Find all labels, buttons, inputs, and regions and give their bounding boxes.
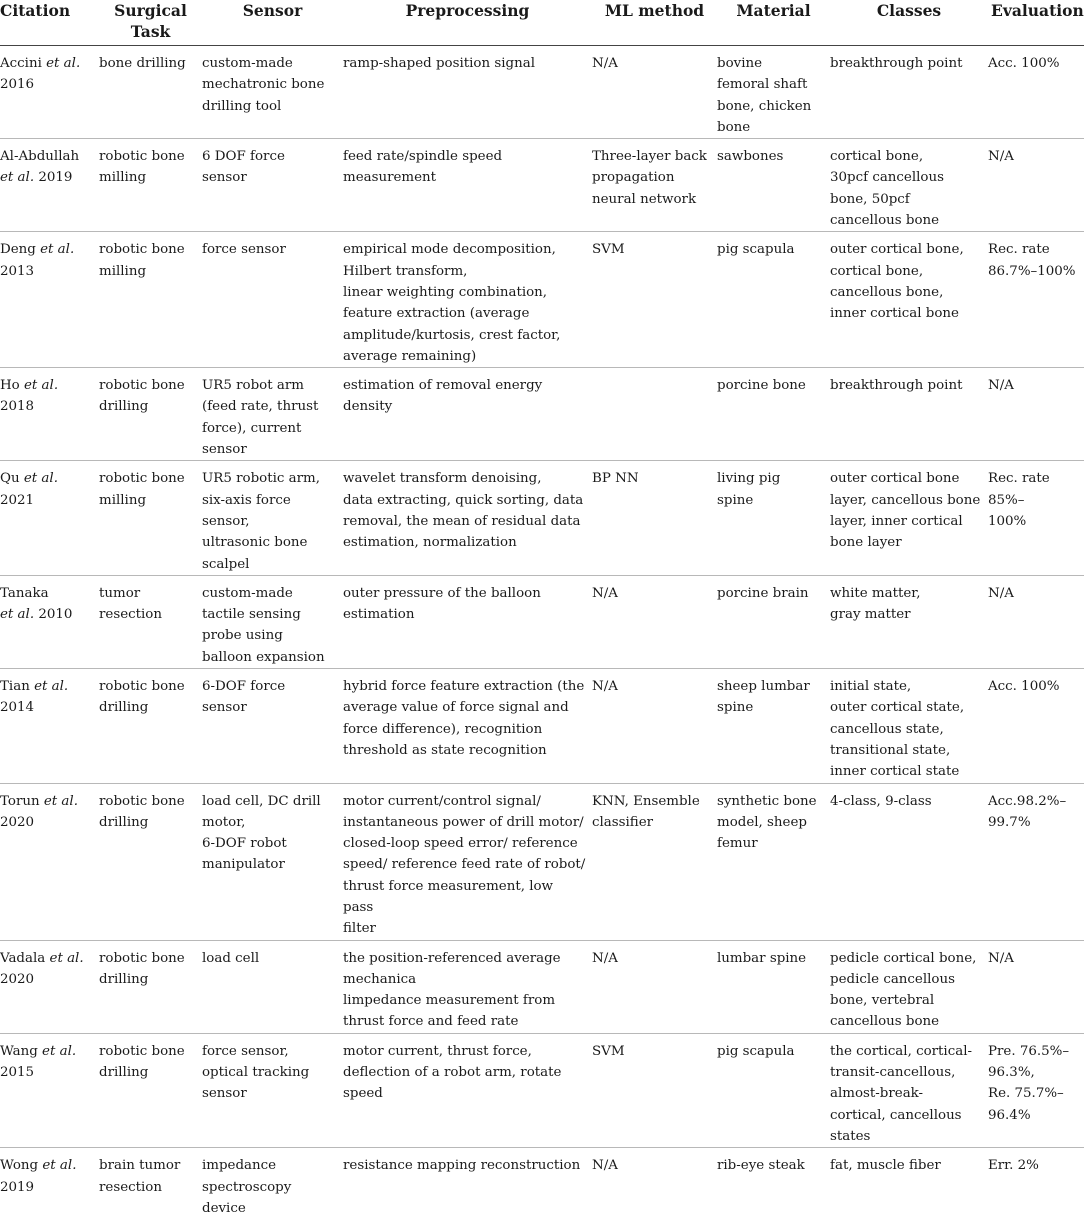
classes-cell: outer cortical bone layer, cancellous bone layer, inner cortical bone layer xyxy=(830,461,988,575)
task-cell: brain tumor resection xyxy=(99,1148,202,1219)
table-row xyxy=(0,940,1084,1033)
evaluation-cell: N/A xyxy=(988,575,1084,668)
citation-year: 2010 xyxy=(34,607,72,622)
table-row xyxy=(0,368,1084,461)
citation-cell xyxy=(0,139,99,232)
classes-cell: outer cortical bone, cortical bone, cancellous bone, inner cortical bone xyxy=(830,232,988,368)
citation-et-al: et al. xyxy=(40,242,74,257)
evaluation-cell: N/A xyxy=(988,368,1084,461)
task-cell: robotic bone drilling xyxy=(99,669,202,783)
table-header xyxy=(0,0,1084,46)
evaluation-cell: Rec. rate 86.7%–100% xyxy=(988,232,1084,368)
citation-year: 2016 xyxy=(0,77,34,92)
preprocessing-cell: outer pressure of the balloon estimation xyxy=(343,575,592,668)
classes-cell: fat, muscle fiber xyxy=(830,1148,988,1219)
citation-cell xyxy=(0,1148,99,1219)
evaluation-cell: Acc. 100% xyxy=(988,46,1084,139)
ml-method-cell: BP NN xyxy=(592,461,717,575)
citation-cell xyxy=(0,461,99,575)
preprocessing-cell: motor current, thrust force, deflection of a robot arm, rotate speed xyxy=(343,1033,592,1147)
preprocessing-cell: hybrid force feature extraction (the average value of force signal and force difference), recognition threshold as state recognition xyxy=(343,669,592,783)
ml-method-cell: N/A xyxy=(592,940,717,1033)
citation-cell xyxy=(0,368,99,461)
classes-cell: white matter, gray matter xyxy=(830,575,988,668)
classes-cell: breakthrough point xyxy=(830,368,988,461)
citation-year: 2015 xyxy=(0,1065,34,1080)
evaluation-cell: N/A xyxy=(988,139,1084,232)
material-cell: porcine bone xyxy=(717,368,830,461)
task-cell: robotic bone milling xyxy=(99,232,202,368)
citation-author: Tian xyxy=(0,679,34,694)
task-cell: robotic bone milling xyxy=(99,461,202,575)
sensor-cell: force sensor xyxy=(202,232,343,368)
task-cell: robotic bone drilling xyxy=(99,368,202,461)
citation-et-al: et al. xyxy=(0,170,34,185)
material-cell: bovine femoral shaft bone, chicken bone xyxy=(717,46,830,139)
material-cell: porcine brain xyxy=(717,575,830,668)
ml-method-cell xyxy=(592,368,717,461)
table-row xyxy=(0,669,1084,783)
citation-year: 2019 xyxy=(34,170,72,185)
table-row xyxy=(0,1033,1084,1147)
citation-year: 2013 xyxy=(0,264,34,279)
citation-et-al: et al. xyxy=(42,1158,76,1173)
material-cell: rib-eye steak xyxy=(717,1148,830,1219)
citation-et-al: et al. xyxy=(42,1044,76,1059)
citation-author: Deng xyxy=(0,242,40,257)
header-surgical-task: Surgical Task xyxy=(99,0,202,46)
sensor-cell: custom-made tactile sensing probe using balloon expansion xyxy=(202,575,343,668)
sensor-cell: custom-made mechatronic bone drilling tool xyxy=(202,46,343,139)
citation-cell xyxy=(0,669,99,783)
citation-year: 2019 xyxy=(0,1180,34,1195)
task-cell: tumor resection xyxy=(99,575,202,668)
ml-method-cell: SVM xyxy=(592,232,717,368)
preprocessing-cell: motor current/control signal/ instantaneous power of drill motor/ closed-loop speed error/ reference speed/ reference feed rate of robot/ thrust force measurement, low pass filter xyxy=(343,783,592,940)
header-material: Material xyxy=(717,0,830,46)
citation-et-al: et al. xyxy=(24,378,58,393)
evaluation-cell: Err. 2% xyxy=(988,1148,1084,1219)
citation-author: Qu xyxy=(0,471,24,486)
citation-author: Al-Abdullah xyxy=(0,149,79,164)
citation-cell xyxy=(0,232,99,368)
citation-year: 2021 xyxy=(0,493,34,508)
table-body xyxy=(0,46,1084,1219)
preprocessing-cell: the position-referenced average mechanica limpedance measurement from thrust force and feed rate xyxy=(343,940,592,1033)
sensor-cell: impedance spectroscopy device xyxy=(202,1148,343,1219)
ml-method-cell: N/A xyxy=(592,46,717,139)
material-cell: pig scapula xyxy=(717,232,830,368)
citation-cell xyxy=(0,46,99,139)
ml-method-cell: Three-layer back propagation neural network xyxy=(592,139,717,232)
table-row xyxy=(0,575,1084,668)
classes-cell: cortical bone, 30pcf cancellous bone, 50pcf cancellous bone xyxy=(830,139,988,232)
table-row xyxy=(0,46,1084,139)
material-cell: sawbones xyxy=(717,139,830,232)
table-row xyxy=(0,783,1084,940)
classes-cell: 4-class, 9-class xyxy=(830,783,988,940)
citation-year: 2020 xyxy=(0,815,34,830)
citation-author: Ho xyxy=(0,378,24,393)
header-ml-method: ML method xyxy=(592,0,717,46)
sensor-cell: force sensor, optical tracking sensor xyxy=(202,1033,343,1147)
task-cell: robotic bone drilling xyxy=(99,940,202,1033)
sensor-cell: UR5 robot arm (feed rate, thrust force), current sensor xyxy=(202,368,343,461)
header-sensor: Sensor xyxy=(202,0,343,46)
sensor-cell: UR5 robotic arm, six-axis force sensor, ultrasonic bone scalpel xyxy=(202,461,343,575)
citation-et-al: et al. xyxy=(34,679,68,694)
classes-cell: pedicle cortical bone, pedicle cancellous bone, vertebral cancellous bone xyxy=(830,940,988,1033)
sensor-cell: 6 DOF force sensor xyxy=(202,139,343,232)
citation-author: Accini xyxy=(0,56,46,71)
preprocessing-cell: feed rate/spindle speed measurement xyxy=(343,139,592,232)
table-row xyxy=(0,461,1084,575)
ml-method-cell: KNN, Ensemble classifier xyxy=(592,783,717,940)
evaluation-cell: Acc.98.2%– 99.7% xyxy=(988,783,1084,940)
ml-method-cell: N/A xyxy=(592,575,717,668)
citation-cell xyxy=(0,1033,99,1147)
preprocessing-cell: wavelet transform denoising, data extracting, quick sorting, data removal, the mean of residual data estimation, normalization xyxy=(343,461,592,575)
task-cell: robotic bone drilling xyxy=(99,783,202,940)
citation-year: 2014 xyxy=(0,700,34,715)
citation-et-al: et al. xyxy=(44,794,78,809)
material-cell: synthetic bone model, sheep femur xyxy=(717,783,830,940)
evaluation-cell: Pre. 76.5%– 96.3%, Re. 75.7%– 96.4% xyxy=(988,1033,1084,1147)
header-evaluation: Evaluation xyxy=(988,0,1084,46)
task-cell: bone drilling xyxy=(99,46,202,139)
header-citation: Citation xyxy=(0,0,99,46)
citation-cell xyxy=(0,783,99,940)
citation-year: 2020 xyxy=(0,972,34,987)
citation-et-al: et al. xyxy=(46,56,80,71)
classes-cell: the cortical, cortical- transit-cancellous, almost-break- cortical, cancellous states xyxy=(830,1033,988,1147)
citation-cell xyxy=(0,940,99,1033)
task-cell: robotic bone milling xyxy=(99,139,202,232)
material-cell: sheep lumbar spine xyxy=(717,669,830,783)
preprocessing-cell: resistance mapping reconstruction xyxy=(343,1148,592,1219)
citation-year: 2018 xyxy=(0,399,34,414)
material-cell: living pig spine xyxy=(717,461,830,575)
citation-author: Torun xyxy=(0,794,44,809)
ml-method-cell: N/A xyxy=(592,1148,717,1219)
preprocessing-cell: empirical mode decomposition, Hilbert transform, linear weighting combination, feature extraction (average amplitude/kurtosis, crest factor, average remaining) xyxy=(343,232,592,368)
citation-author: Wang xyxy=(0,1044,42,1059)
table-row xyxy=(0,1148,1084,1219)
evaluation-cell: N/A xyxy=(988,940,1084,1033)
citation-author: Vadala xyxy=(0,951,50,966)
header-preprocessing: Preprocessing xyxy=(343,0,592,46)
classes-cell: initial state, outer cortical state, cancellous state, transitional state, inner cortical state xyxy=(830,669,988,783)
table-row xyxy=(0,139,1084,232)
sensor-cell: 6-DOF force sensor xyxy=(202,669,343,783)
sensor-cell: load cell xyxy=(202,940,343,1033)
sensor-cell: load cell, DC drill motor, 6-DOF robot manipulator xyxy=(202,783,343,940)
preprocessing-cell: estimation of removal energy density xyxy=(343,368,592,461)
citation-author: Tanaka xyxy=(0,586,49,601)
citation-et-al: et al. xyxy=(0,607,34,622)
citation-et-al: et al. xyxy=(24,471,58,486)
classes-cell: breakthrough point xyxy=(830,46,988,139)
material-cell: pig scapula xyxy=(717,1033,830,1147)
citation-author: Wong xyxy=(0,1158,42,1173)
evaluation-cell: Acc. 100% xyxy=(988,669,1084,783)
header-classes: Classes xyxy=(830,0,988,46)
table-row xyxy=(0,232,1084,368)
citation-cell xyxy=(0,575,99,668)
task-cell: robotic bone drilling xyxy=(99,1033,202,1147)
ml-method-cell: SVM xyxy=(592,1033,717,1147)
evaluation-cell: Rec. rate 85%– 100% xyxy=(988,461,1084,575)
citation-et-al: et al. xyxy=(50,951,84,966)
material-cell: lumbar spine xyxy=(717,940,830,1033)
ml-method-cell: N/A xyxy=(592,669,717,783)
header-row xyxy=(0,0,1084,46)
preprocessing-cell: ramp-shaped position signal xyxy=(343,46,592,139)
